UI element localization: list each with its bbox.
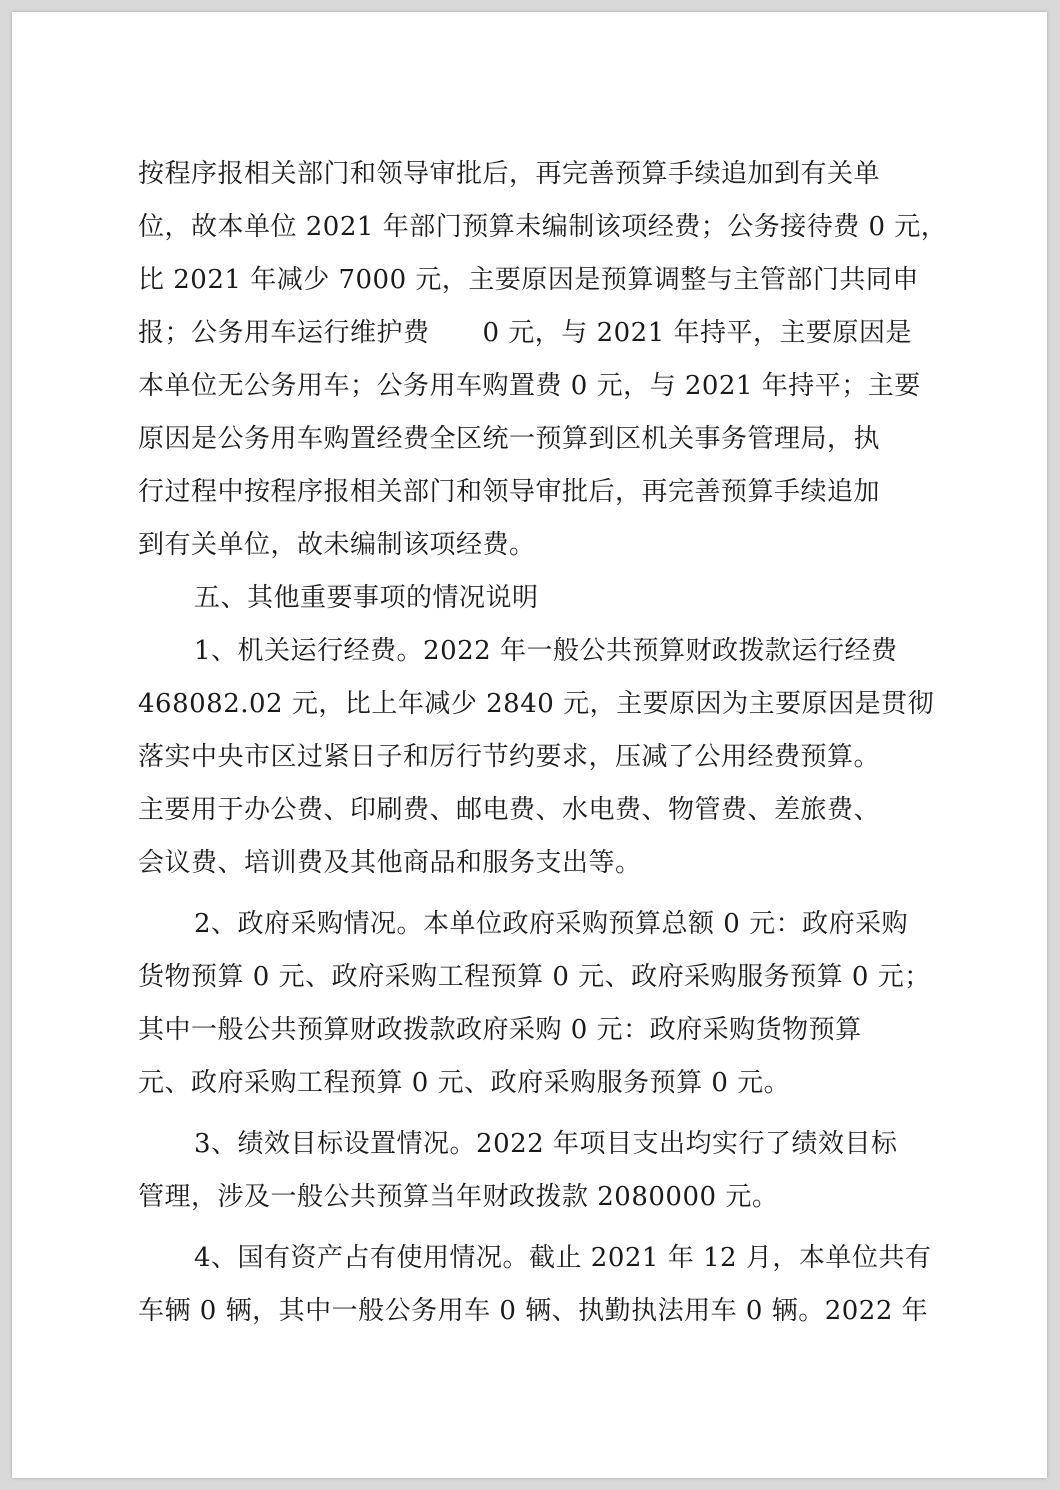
section-heading: 五、其他重要事项的情况说明 (194, 583, 539, 613)
text-line: 落实中央市区过紧日子和厉行节约要求，压减了公用经费预算。 (138, 742, 881, 772)
paragraph-start: 3、绩效目标设置情况。2022 年项目支出均实行了绩效目标 (194, 1129, 898, 1159)
text-line: 到有关单位，故未编制该项经费。 (138, 530, 536, 560)
text-line: 位，故本单位 2021 年部门预算未编制该项经费；公务接待费 0 元， (138, 212, 948, 242)
text-line: 其中一般公共预算财政拨款政府采购 0 元：政府采购货物预算 (138, 1015, 862, 1045)
paragraph-start: 1、机关运行经费。2022 年一般公共预算财政拨款运行经费 (194, 636, 898, 666)
text-line: 按程序报相关部门和领导审批后，再完善预算手续追加到有关单 (138, 159, 881, 189)
text-line: 车辆 0 辆，其中一般公务用车 0 辆、执勤执法用车 0 辆。2022 年 (138, 1296, 929, 1326)
document-page (12, 12, 1047, 1478)
text-line: 货物预算 0 元、政府采购工程预算 0 元、政府采购服务预算 0 元； (138, 962, 931, 992)
document-body (138, 148, 948, 1338)
text-line: 468082.02 元，比上年减少 2840 元，主要原因为主要原因是贯彻 (138, 689, 935, 719)
text-line: 管理，涉及一般公共预算当年财政拨款 2080000 元。 (138, 1182, 779, 1212)
text-line: 本单位无公务用车；公务用车购置费 0 元，与 2021 年持平；主要 (138, 371, 921, 401)
text-line: 元、政府采购工程预算 0 元、政府采购服务预算 0 元。 (138, 1068, 791, 1098)
text-line: 比 2021 年减少 7000 元，主要原因是预算调整与主管部门共同申 (138, 265, 919, 295)
text-line: 原因是公务用车购置经费全区统一预算到区机关事务管理局，执 (138, 424, 881, 454)
text-line: 会议费、培训费及其他商品和服务支出等。 (138, 848, 642, 878)
text-line: 主要用于办公费、印刷费、邮电费、水电费、物管费、差旅费、 (138, 795, 881, 825)
paragraph-start: 2、政府采购情况。本单位政府采购预算总额 0 元：政府采购 (194, 909, 909, 939)
text-line: 行过程中按程序报相关部门和领导审批后，再完善预算手续追加 (138, 477, 881, 507)
paragraph-start: 4、国有资产占有使用情况。截止 2021 年 12 月，本单位共有 (194, 1243, 932, 1273)
text-line: 报；公务用车运行维护费 0 元，与 2021 年持平，主要原因是 (138, 318, 913, 348)
